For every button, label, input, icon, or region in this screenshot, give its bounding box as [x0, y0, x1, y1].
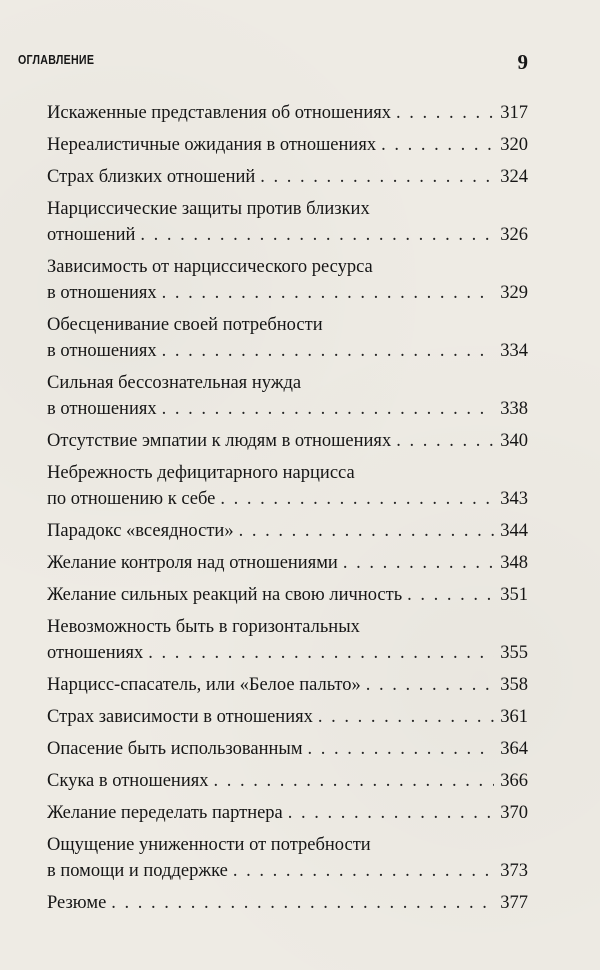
toc-entry: [47, 832, 528, 884]
toc-entry-title: Парадокс «всеядности»: [47, 521, 234, 541]
toc-entry: [47, 672, 528, 698]
toc-entry-page: 366: [500, 771, 528, 791]
toc-entry: [47, 164, 528, 190]
toc-entry-line: [47, 460, 528, 486]
toc-entry-final-line: [47, 164, 528, 190]
toc-entry-title: Сильная бессознательная нужда: [47, 373, 302, 393]
toc-entry-final-line: [47, 486, 528, 512]
toc-entry-page: 317: [500, 103, 528, 123]
dot-leader: [391, 100, 494, 126]
toc-entry-final-line: [47, 800, 528, 826]
toc-entry-title: Зависимость от нарциссического ресурса: [47, 257, 373, 277]
toc-entry-title: в помощи и поддержке: [47, 861, 228, 881]
toc-entry-title: Искаженные представления об отношениях: [47, 103, 391, 123]
toc-entry-page: 326: [500, 225, 528, 245]
toc-entry-line: [47, 312, 528, 338]
dot-leader: [361, 672, 494, 698]
dot-leader: [143, 640, 494, 666]
toc-entry-title: Страх зависимости в отношениях: [47, 707, 313, 727]
toc-entry-page: 338: [500, 399, 528, 419]
toc-entry-title: отношений: [47, 225, 136, 245]
toc-entry-page: 351: [500, 585, 528, 605]
dot-leader: [313, 704, 494, 730]
toc-entry: [47, 704, 528, 730]
toc-entry-page: 355: [500, 643, 528, 663]
toc-entry-title: Обесценивание своей потребности: [47, 315, 323, 335]
toc-entry-title: по отношению к себе: [47, 489, 216, 509]
toc-entry-line: [47, 254, 528, 280]
toc-entry-title: в отношениях: [47, 399, 157, 419]
dot-leader: [215, 486, 494, 512]
toc-entry-page: 344: [500, 521, 528, 541]
toc-entry-final-line: [47, 338, 528, 364]
toc-entry-final-line: [47, 222, 528, 248]
toc-entry-final-line: [47, 890, 528, 916]
toc-entry-page: 329: [500, 283, 528, 303]
dot-leader: [157, 338, 495, 364]
toc-entry-title: отношениях: [47, 643, 144, 663]
toc-entry-title: Невозможность быть в горизонтальных: [47, 617, 360, 637]
dot-leader: [135, 222, 494, 248]
toc-entry-title: Нарциссические защиты против близких: [47, 199, 370, 219]
toc-entry: [47, 890, 528, 916]
toc-entry-title: Желание контроля над отношениями: [47, 553, 338, 573]
running-head: ОГЛАВЛЕНИЕ: [18, 52, 95, 67]
dot-leader: [283, 800, 494, 826]
toc-entry-title: Резюме: [47, 893, 107, 913]
toc-entry: [47, 736, 528, 762]
dot-leader: [208, 768, 494, 794]
toc-entry: [47, 614, 528, 666]
toc-entry-title: Опасение быть использованным: [47, 739, 303, 759]
toc-entry-page: 358: [500, 675, 528, 695]
toc-entry-title: Ощущение униженности от потребности: [47, 835, 371, 855]
dot-leader: [157, 280, 495, 306]
toc-entry-final-line: [47, 736, 528, 762]
dot-leader: [228, 858, 494, 884]
toc-entry-line: [47, 832, 528, 858]
toc-entry: [47, 196, 528, 248]
toc-entry-page: 340: [500, 431, 528, 451]
toc-entry: [47, 132, 528, 158]
toc-entry-line: [47, 614, 528, 640]
toc-entry: [47, 100, 528, 126]
toc-entry-line: [47, 370, 528, 396]
dot-leader: [234, 518, 495, 544]
toc-entry: [47, 254, 528, 306]
toc-entry-title: Желание сильных реакций на свою личность: [47, 585, 403, 605]
page-number: 9: [517, 50, 528, 74]
toc-entry-page: 373: [500, 861, 528, 881]
toc-entry: [47, 460, 528, 512]
toc-entry-page: 377: [500, 893, 528, 913]
toc-entry-page: 320: [500, 135, 528, 155]
toc-entry: [47, 800, 528, 826]
toc-entry: [47, 370, 528, 422]
toc-entry-title: Скука в отношениях: [47, 771, 209, 791]
toc-entry-page: 343: [500, 489, 528, 509]
toc-entry-title: Страх близких отношений: [47, 167, 256, 187]
toc-entry: [47, 550, 528, 576]
toc-entry: [47, 428, 528, 454]
toc-entry-title: Отсутствие эмпатии к людям в отношениях: [47, 431, 392, 451]
dot-leader: [157, 396, 495, 422]
toc-entry-final-line: [47, 640, 528, 666]
dot-leader: [338, 550, 494, 576]
toc-entry: [47, 518, 528, 544]
toc-entry-final-line: [47, 672, 528, 698]
toc-entry-final-line: [47, 518, 528, 544]
toc-entry-page: 334: [500, 341, 528, 361]
toc-entry-page: 348: [500, 553, 528, 573]
toc-entry: [47, 312, 528, 364]
dot-leader: [376, 132, 494, 158]
table-of-contents: [47, 100, 528, 922]
toc-entry-final-line: [47, 428, 528, 454]
toc-entry-page: 361: [500, 707, 528, 727]
dot-leader: [303, 736, 495, 762]
toc-entry-final-line: [47, 132, 528, 158]
toc-entry-final-line: [47, 768, 528, 794]
toc-entry-final-line: [47, 100, 528, 126]
dot-leader: [106, 890, 494, 916]
dot-leader: [255, 164, 494, 190]
toc-entry-title: Нереалистичные ожидания в отношениях: [47, 135, 377, 155]
toc-entry: [47, 768, 528, 794]
dot-leader: [391, 428, 494, 454]
toc-entry-title: Небрежность дефицитарного нарцисса: [47, 463, 355, 483]
toc-entry-title: Желание переделать партнера: [47, 803, 283, 823]
toc-entry-final-line: [47, 704, 528, 730]
toc-entry-title: в отношениях: [47, 341, 157, 361]
toc-entry-final-line: [47, 550, 528, 576]
toc-entry-final-line: [47, 858, 528, 884]
toc-entry: [47, 582, 528, 608]
toc-entry-page: 324: [500, 167, 528, 187]
toc-entry-title: Нарцисс-спасатель, или «Белое пальто»: [47, 675, 361, 695]
dot-leader: [402, 582, 494, 608]
toc-entry-page: 370: [500, 803, 528, 823]
toc-entry-final-line: [47, 396, 528, 422]
toc-entry-line: [47, 196, 528, 222]
toc-entry-title: в отношениях: [47, 283, 157, 303]
toc-entry-page: 364: [500, 739, 528, 759]
toc-entry-final-line: [47, 280, 528, 306]
toc-entry-final-line: [47, 582, 528, 608]
